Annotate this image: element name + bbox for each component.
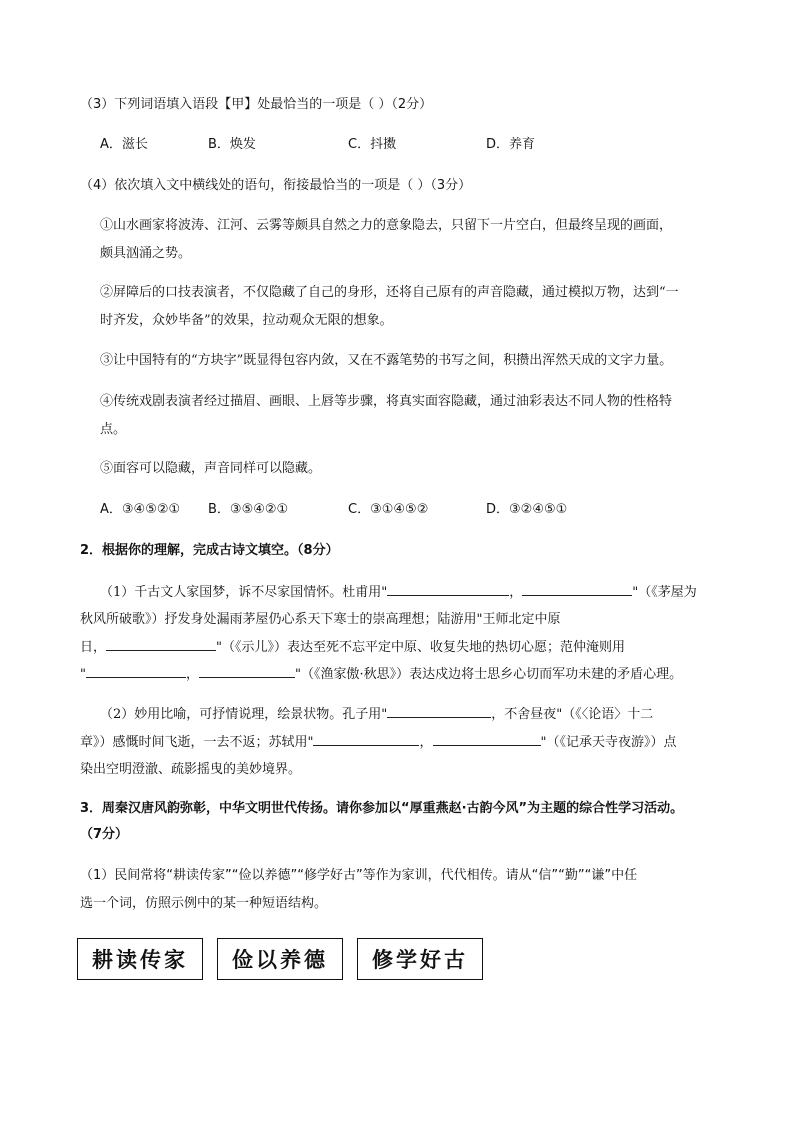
q4-item-1-line-2: 颇具汹涌之势。 (100, 246, 192, 261)
section-3-title: 3．周秦汉唐风韵弥彰，中华文明世代传扬。请你参加以“厚重燕赵·古韵今风”为主题的综合性学习活动。 (80, 801, 684, 816)
q4-item-1-line-1: ①山水画家将波涛、江河、云雾等颇具自然之力的意象隐去，只留下一片空白，但最终呈现的画面， (100, 218, 673, 233)
s2-p2-line-2: 章》）感慨时间飞逝，一去不返；苏轼用" ， "（《记承天寺夜游》）点 (80, 735, 677, 750)
q3-stem: （3）下列词语填入语段【甲】处最恰当的一项是（ ）（2分） (80, 97, 433, 112)
q4-item-4-line-1: ④传统戏剧表演者经过描眉、画眼、上唇等步骤，将真实面容隐藏，通过油彩表达不同人物的性格特 (100, 394, 673, 409)
s2-p1-line-3: 日， "（《示儿》）表达至死不忘平定中原、收复失地的热切心愿；范仲淹则用 (80, 640, 625, 655)
answer-blank[interactable] (313, 733, 419, 746)
motto-box-1: 耕读传家 (77, 938, 203, 980)
q3-option-b[interactable]: B．焕发 (208, 137, 256, 152)
q4-option-a[interactable]: A．③④⑤②① (100, 502, 181, 517)
q3-option-c[interactable]: C．抖擞 (348, 137, 397, 152)
s2-p1-line-2: 秋风所破歌》）抒发身处漏雨茅屋仍心系天下寒士的崇高理想；陆游用"王师北定中原 (80, 612, 561, 627)
s2-p1-line-1: （1）千古文人家国梦，诉不尽家国情怀。杜甫用" ， "（《茅屋为 (100, 585, 697, 600)
q3-option-d[interactable]: D．养育 (486, 137, 536, 152)
s3-q1-line-1: （1）民间常将“耕读传家”“俭以养德”“修学好古”等作为家训，代代相传。请从“信”“勤”“谦”中任 (80, 868, 638, 883)
motto-box-3: 修学好古 (357, 938, 483, 980)
q4-item-5-line-1: ⑤面容可以隐藏，声音同样可以隐藏。 (100, 461, 322, 476)
motto-box-2: 俭以养德 (217, 938, 343, 980)
s3-q1-line-2: 选一个词，仿照示例中的某一种短语结构。 (80, 896, 328, 911)
q4-option-b[interactable]: B．③⑤④②① (208, 502, 289, 517)
section-2-title: 2．根据你的理解，完成古诗文填空。（8分） (80, 543, 339, 558)
q4-item-3-line-1: ③让中国特有的“方块字”既显得包容内敛，又在不露笔势的书写之间，积攒出浑然天成的文字力量。 (100, 353, 673, 368)
s2-p2-line-3: 染出空明澄澈、疏影摇曳的美妙境界。 (80, 762, 302, 777)
section-3-score: （7分） (80, 827, 129, 842)
answer-blank[interactable] (387, 705, 491, 718)
answer-blank[interactable] (86, 665, 186, 678)
s2-p2-line-1: （2）妙用比喻，可抒情说理，绘景状物。孔子用" ，不舍昼夜"（《〈论语〉十二 (100, 707, 654, 722)
answer-blank[interactable] (433, 733, 541, 746)
q4-item-4-line-2: 点。 (100, 422, 127, 437)
q3-option-a[interactable]: A．滋长 (100, 137, 148, 152)
q4-option-d[interactable]: D．③②④⑤① (486, 502, 568, 517)
answer-blank[interactable] (199, 665, 295, 678)
answer-blank[interactable] (387, 583, 509, 596)
answer-blank[interactable] (106, 638, 216, 651)
q4-option-c[interactable]: C．③①④⑤② (348, 502, 429, 517)
q4-item-2-line-2: 时齐发，众妙毕备”的效果，拉动观众无限的想象。 (100, 313, 393, 328)
answer-blank[interactable] (522, 583, 632, 596)
q4-stem: （4）依次填入文中横线处的语句，衔接最恰当的一项是（ ）（3分） (80, 178, 472, 193)
q4-item-2-line-1: ②屏障后的口技表演者，不仅隐藏了自己的身形，还将自己原有的声音隐藏，通过模拟万物，达到“一 (100, 285, 679, 300)
s2-p1-line-4: " ， "（《渔家傲·秋思》）表达戍边将士思乡心切而军功未建的矛盾心理。 (80, 667, 683, 682)
